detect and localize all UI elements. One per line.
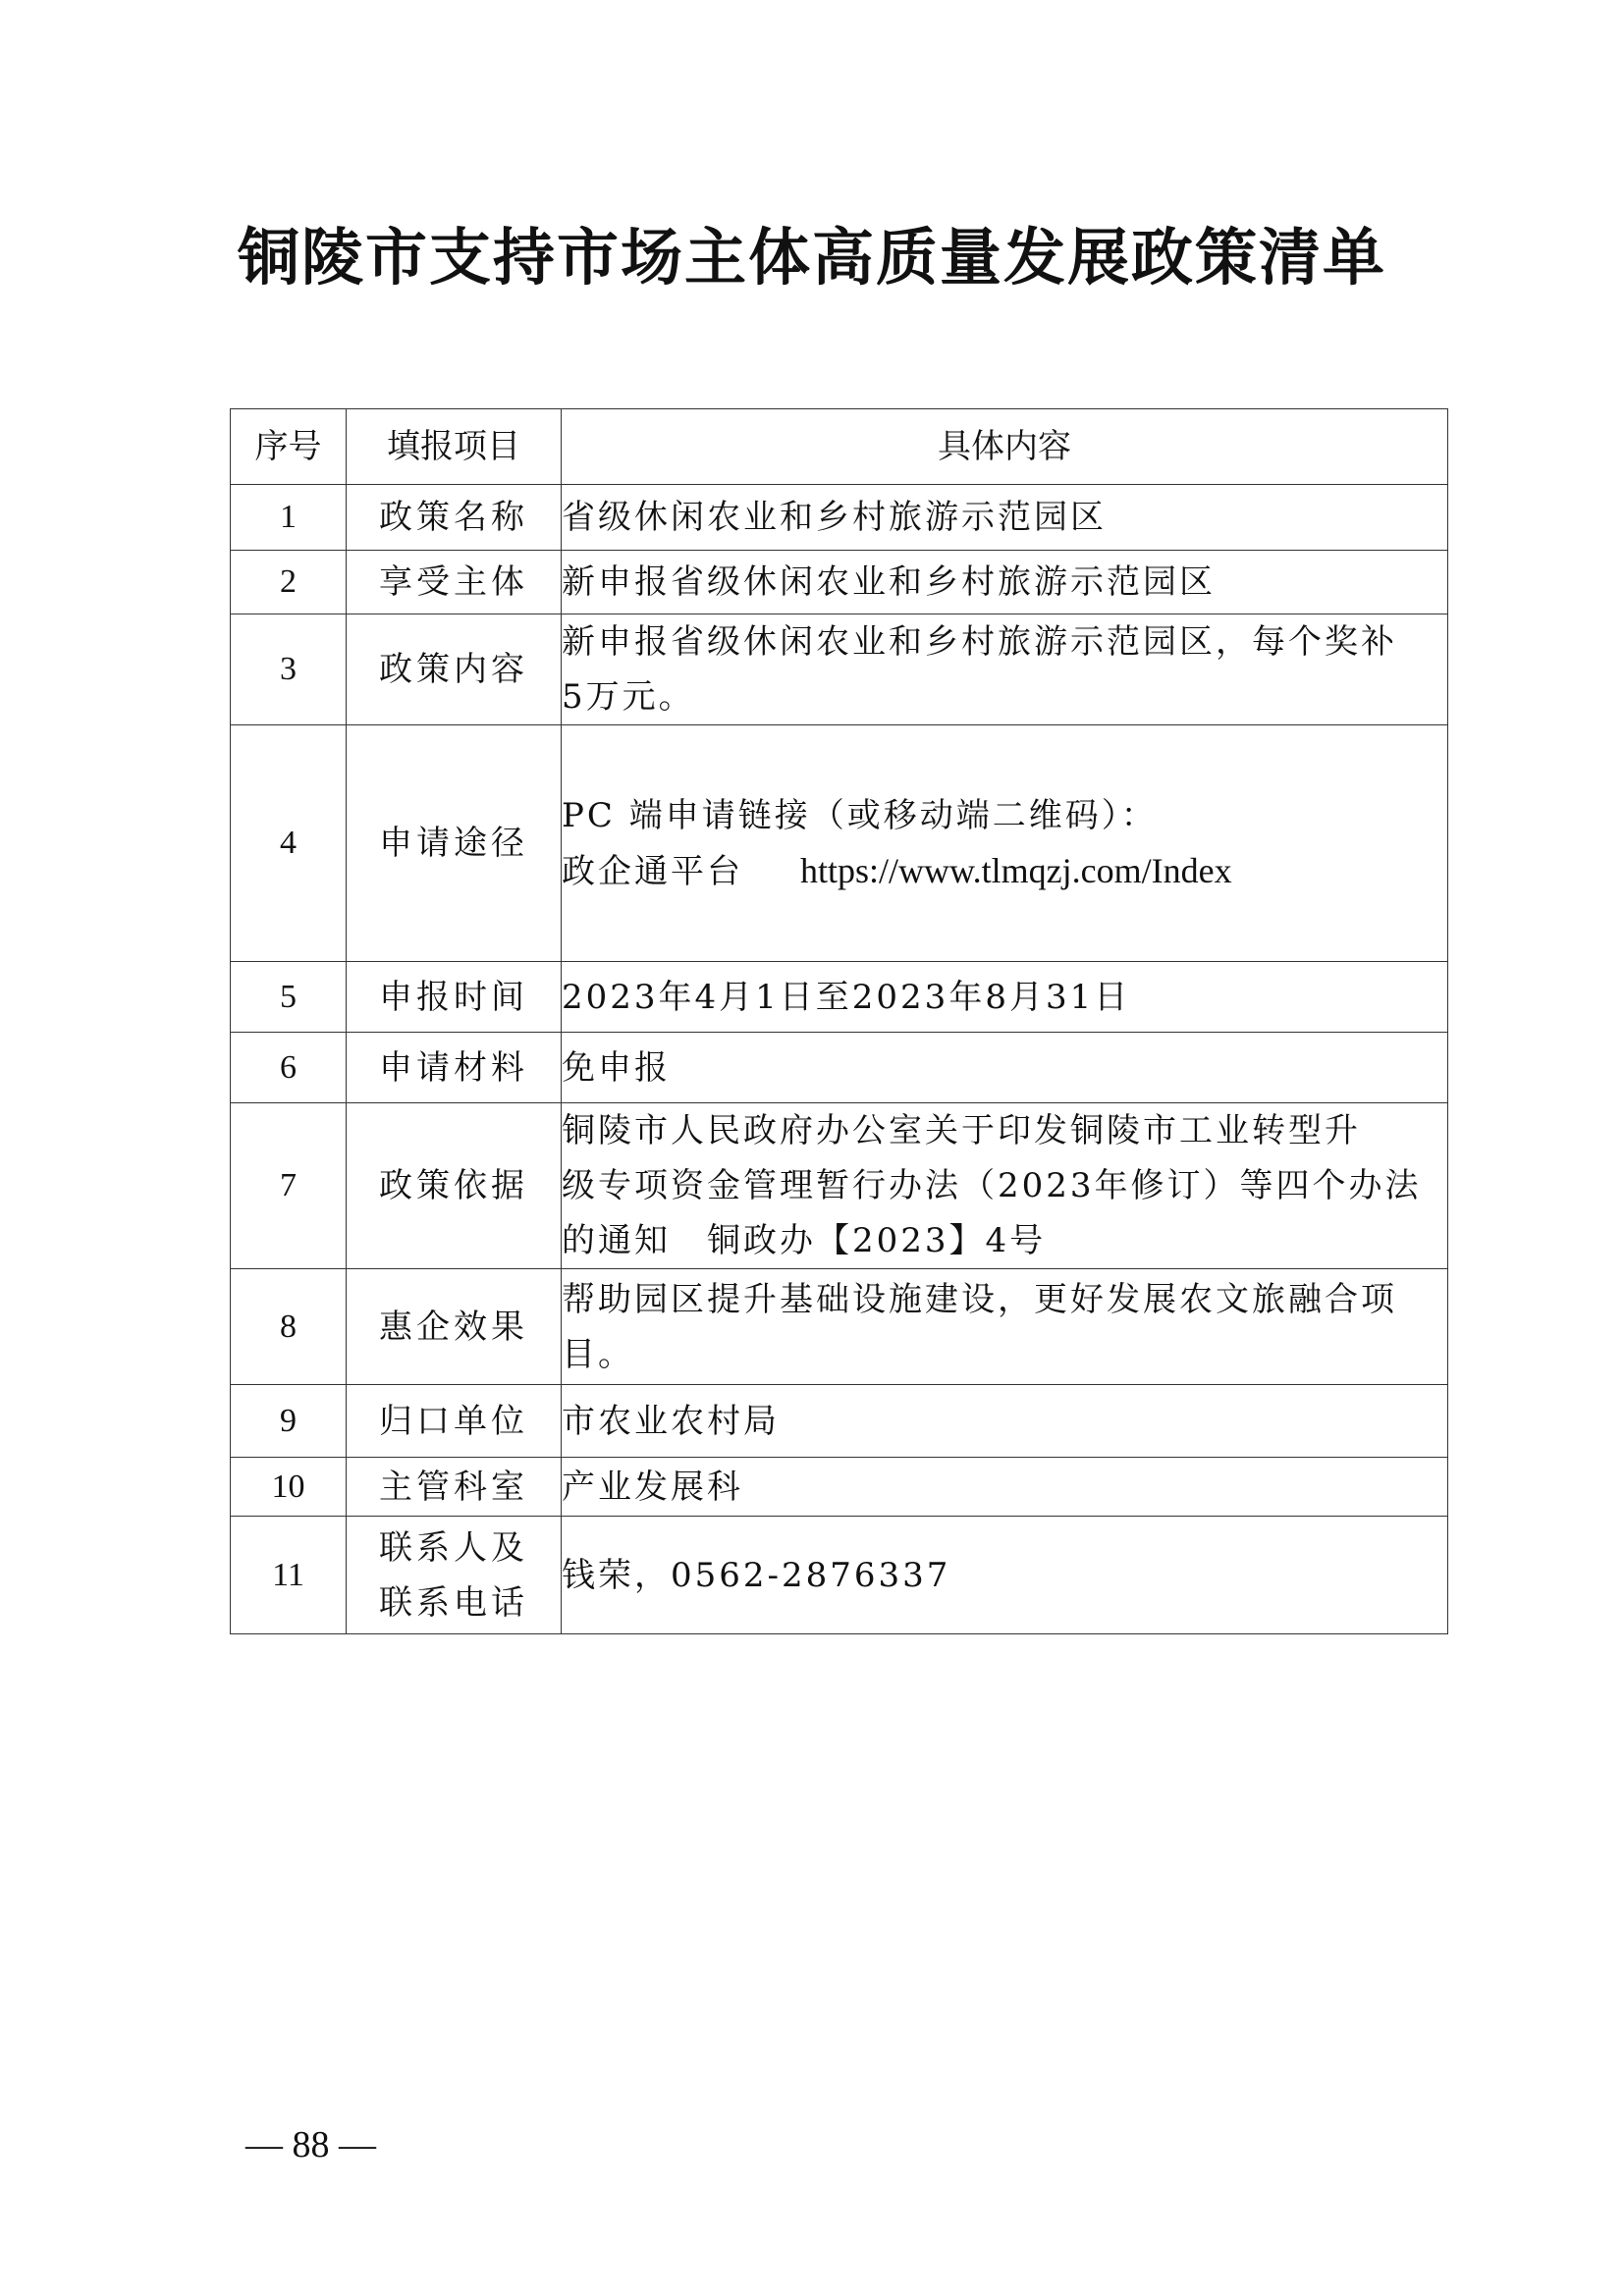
row-item: 主管科室 [347, 1458, 562, 1517]
row-content: 新申报省级休闲农业和乡村旅游示范园区 [562, 551, 1448, 614]
row-no: 8 [231, 1269, 347, 1385]
row-item: 政策名称 [347, 485, 562, 551]
row-item: 申请材料 [347, 1033, 562, 1103]
page-number: — 88 — [245, 2124, 376, 2165]
row-content: PC 端申请链接（或移动端二维码）： 政企通平台 https://www.tlmqzj.com/Index [562, 725, 1448, 962]
header-content: 具体内容 [562, 409, 1448, 485]
row-no: 3 [231, 614, 347, 725]
row-content: 市农业农村局 [562, 1385, 1448, 1458]
row-item: 政策内容 [347, 614, 562, 725]
table-header-row [231, 409, 1448, 485]
table-row [231, 1033, 1448, 1103]
row-item: 享受主体 [347, 551, 562, 614]
header-no: 序号 [231, 409, 347, 485]
row-no: 5 [231, 962, 347, 1033]
header-item: 填报项目 [347, 409, 562, 485]
row-no: 4 [231, 725, 347, 962]
table-row [231, 962, 1448, 1033]
table-row [231, 1517, 1448, 1634]
table-row [231, 1385, 1448, 1458]
row-item: 归口单位 [347, 1385, 562, 1458]
row-item: 惠企效果 [347, 1269, 562, 1385]
row-content: 新申报省级休闲农业和乡村旅游示范园区，每个奖补 5万元。 [562, 614, 1448, 725]
row-no: 9 [231, 1385, 347, 1458]
row-content: 帮助园区提升基础设施建设，更好发展农文旅融合项 目。 [562, 1269, 1448, 1385]
row-no: 6 [231, 1033, 347, 1103]
document-title: 铜陵市支持市场主体高质量发展政策清单 [238, 221, 1386, 294]
row-item: 申请途径 [347, 725, 562, 962]
row-no: 2 [231, 551, 347, 614]
table-row [231, 1103, 1448, 1269]
row-no: 11 [231, 1517, 347, 1634]
table-row [231, 725, 1448, 962]
row-no: 1 [231, 485, 347, 551]
row-item: 政策依据 [347, 1103, 562, 1269]
row-content: 钱荣，0562-2876337 [562, 1517, 1448, 1634]
row-content: 免申报 [562, 1033, 1448, 1103]
row-no: 10 [231, 1458, 347, 1517]
table-row [231, 1269, 1448, 1385]
platform-name: 政企通平台 [562, 851, 743, 891]
table-row [231, 551, 1448, 614]
row-content: 铜陵市人民政府办公室关于印发铜陵市工业转型升 级专项资金管理暂行办法（2023年修订）等四个办法 的通知 铜政办【2023】4号 [562, 1103, 1448, 1269]
row-no: 7 [231, 1103, 347, 1269]
application-link[interactable]: https://www.tlmqzj.com/Index [800, 850, 1232, 890]
policy-table [230, 408, 1448, 1634]
table-row [231, 485, 1448, 551]
row-content: 产业发展科 [562, 1458, 1448, 1517]
table-row [231, 1458, 1448, 1517]
row-item: 联系人及 联系电话 [347, 1517, 562, 1634]
row-content: 2023年4月1日至2023年8月31日 [562, 962, 1448, 1033]
table-row [231, 614, 1448, 725]
row-item: 申报时间 [347, 962, 562, 1033]
row-content: 省级休闲农业和乡村旅游示范园区 [562, 485, 1448, 551]
